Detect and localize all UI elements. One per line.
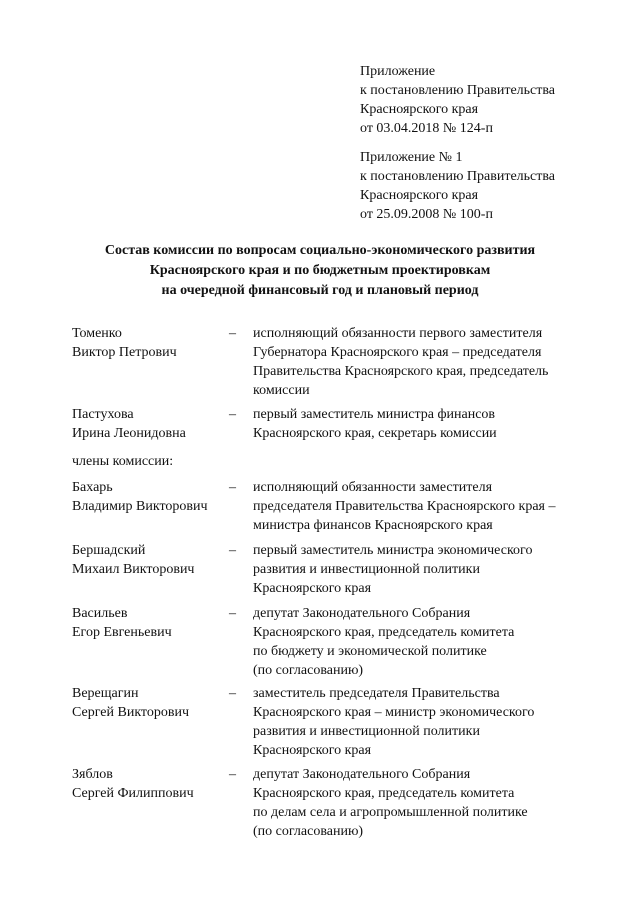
members-label: члены комиссии: [72,454,174,469]
role-line: депутат Законодательного Собрания [253,767,471,782]
member-given-names: Сергей Филиппович [72,786,194,801]
title-line: Красноярского края и по бюджетным проектировкам [149,263,491,278]
appendix-line: от 03.04.2018 № 124-п [360,121,493,136]
member-surname: Верещагин [72,686,139,701]
role-line: заместитель председателя Правительства [253,686,500,701]
member-surname: Томенко [72,326,122,341]
member-given-names: Ирина Леонидовна [72,426,186,441]
member-name [72,541,194,579]
member-role [253,765,593,841]
role-line: депутат Законодательного Собрания [253,606,471,621]
role-line: председателя Правительства Красноярского края – [253,499,556,514]
member-surname: Зяблов [72,767,113,782]
appendix-line: от 25.09.2008 № 100-п [360,207,493,222]
role-line: Губернатора Красноярского края – председателя [253,345,542,360]
dash-separator: – [229,480,236,495]
member-surname: Пастухова [72,407,134,422]
appendix-line: Красноярского края [360,102,479,117]
role-line: Красноярского края [253,581,372,596]
dash-separator: – [229,407,236,422]
role-line: министра финансов Красноярского края [253,518,493,533]
role-line: комиссии [253,383,310,398]
member-given-names: Сергей Викторович [72,705,190,720]
member-role [253,405,593,443]
appendix-line: к постановлению Правительства [360,83,556,98]
title-line: на очередной финансовый год и плановый период [161,283,479,298]
role-line: Правительства Красноярского края, председатель [253,364,549,379]
member-given-names: Егор Евгеньевич [72,625,172,640]
member-name [72,765,194,803]
member-name [72,604,172,642]
member-surname: Бершадский [72,543,146,558]
dash-separator: – [229,606,236,621]
role-line: по делам села и агропромышленной политике [253,805,528,820]
dash-separator: – [229,543,236,558]
member-role [253,604,593,680]
role-line: (по согласованию) [253,663,364,678]
role-line: по бюджету и экономической политике [253,644,487,659]
role-line: развития и инвестиционной политики [253,724,480,739]
dash-separator: – [229,326,236,341]
member-role [253,478,593,535]
role-line: Красноярского края, секретарь комиссии [253,426,497,441]
appendix-header-current [360,62,555,138]
member-surname: Васильев [72,606,128,621]
role-line: Красноярского края [253,743,372,758]
role-line: Красноярского края, председатель комитета [253,625,515,640]
appendix-line: Красноярского края [360,188,479,203]
title-line: Состав комиссии по вопросам социально-экономического развития [104,243,536,258]
member-name [72,324,177,362]
member-role [253,324,593,400]
dash-separator: – [229,767,236,782]
role-line: исполняющий обязанности заместителя [253,480,493,495]
role-line: Красноярского края – министр экономического [253,705,535,720]
role-line: (по согласованию) [253,824,364,839]
member-role [253,541,593,598]
document-title [60,241,580,301]
member-name [72,684,189,722]
appendix-header-original [360,148,555,224]
role-line: исполняющий обязанности первого заместителя [253,326,543,341]
appendix-line: к постановлению Правительства [360,169,556,184]
appendix-line: Приложение № 1 [360,150,463,165]
member-name [72,405,186,443]
dash-separator: – [229,686,236,701]
role-line: первый заместитель министра экономического [253,543,533,558]
member-given-names: Виктор Петрович [72,345,177,360]
role-line: Красноярского края, председатель комитета [253,786,515,801]
role-line: развития и инвестиционной политики [253,562,480,577]
appendix-line: Приложение [360,64,436,79]
member-given-names: Владимир Викторович [72,499,208,514]
member-given-names: Михаил Викторович [72,562,195,577]
role-line: первый заместитель министра финансов [253,407,496,422]
member-name [72,478,208,516]
member-role [253,684,593,760]
member-surname: Бахарь [72,480,113,495]
